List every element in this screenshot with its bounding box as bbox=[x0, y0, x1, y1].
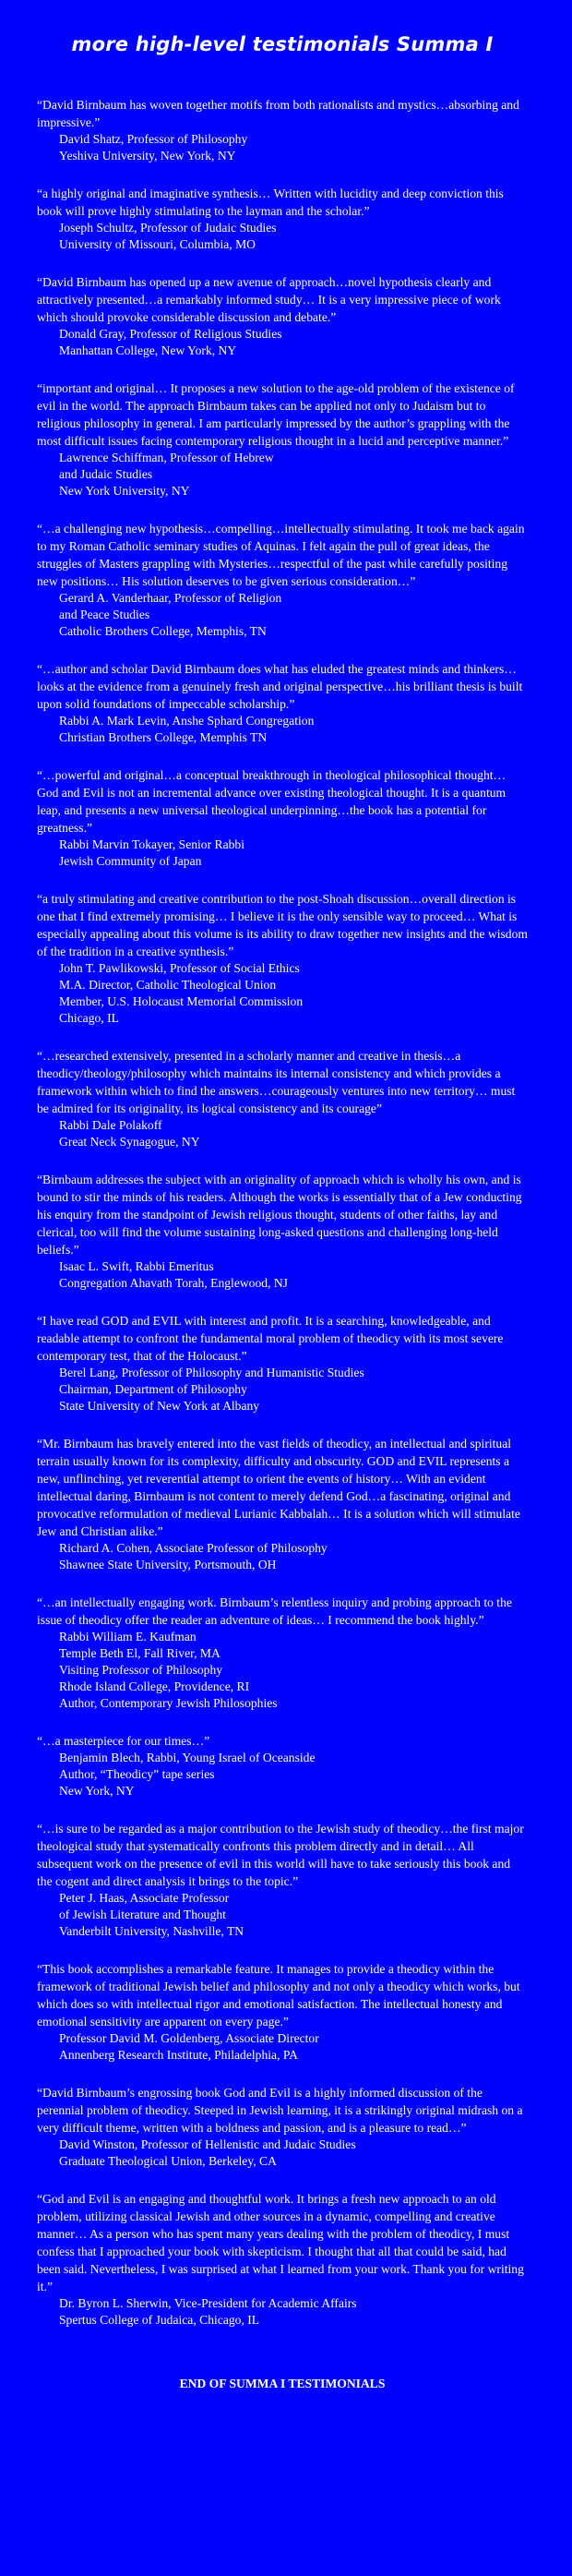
testimonial bbox=[37, 1312, 528, 1414]
attribution-line: Jewish Community of Japan bbox=[59, 854, 202, 868]
testimonial bbox=[37, 766, 528, 870]
page-title: more high-level testimonials Summa I bbox=[71, 33, 494, 55]
attribution-line: Manhattan College, New York, NY bbox=[59, 343, 237, 357]
testimonial-quote: “Birnbaum addresses the subject with an originality of approach which is wholly his own, and is bound to stir the minds of his readers. Although the works is essentially that of a Jew conducting his enquiry from the standpoint of Jewish religious thought, students of other faiths, lay and clerical, too will find the volume sustaining long-asked questions and challenging long-held beliefs.” bbox=[37, 1173, 522, 1257]
attribution-line: Berel Lang, Professor of Philosophy and Humanistic Studies bbox=[59, 1366, 364, 1379]
attribution-line: Great Neck Synagogue, NY bbox=[59, 1135, 200, 1149]
attribution-line: Spertus College of Judaica, Chicago, IL bbox=[59, 2313, 260, 2327]
testimonial-attribution bbox=[37, 131, 528, 164]
attribution-line: M.A. Director, Catholic Theological Union bbox=[59, 978, 277, 992]
attribution-line: Shawnee State University, Portsmouth, OH bbox=[59, 1558, 277, 1571]
attribution-line: Rabbi A. Mark Levin, Anshe Sphard Congregation bbox=[59, 714, 315, 728]
testimonial bbox=[37, 185, 528, 253]
testimonial-quote: “…an intellectually engaging work. Birnbaum’s relentless inquiry and probing approach to the issue of theodicy offer the reader an adventure of ideas… I recommend the book highly.” bbox=[37, 1595, 512, 1627]
attribution-line: Chicago, IL bbox=[59, 1011, 119, 1025]
testimonial-quote: “I have read GOD and EVIL with interest and profit. It is a searching, knowledgeable, and readable attempt to confront the fundamental moral problem of theodicy with its most severe contemporary test, that of the Holocaust.” bbox=[37, 1314, 504, 1363]
testimonial bbox=[37, 1047, 528, 1150]
attribution-line: Benjamin Blech, Rabbi, Young Israel of Oceanside bbox=[59, 1751, 316, 1764]
testimonial-quote: “…author and scholar David Birnbaum does what has eluded the greatest minds and thinkers…looks at the evidence from a genuinely fresh and original perspective…his brilliant thesis is built upon solid foundations of impeccable scholarship.” bbox=[37, 662, 523, 711]
testimonial bbox=[37, 1594, 528, 1712]
testimonial bbox=[37, 1435, 528, 1573]
testimonial bbox=[37, 890, 528, 1027]
attribution-line: Catholic Brothers College, Memphis, TN bbox=[59, 624, 267, 638]
testimonial-quote: “important and original… It proposes a new solution to the age-old problem of the existence of evil in the world. The approach Birnbaum takes can be applied not only to Judaism but to religious philosophy in general. I am particularly impressed by the author’s grappling with the most difficult issues facing contemporary religious thought in a lucid and perceptive manner.” bbox=[37, 381, 515, 448]
attribution-line: and Peace Studies bbox=[59, 608, 150, 621]
attribution-line: New York, NY bbox=[59, 1784, 135, 1798]
attribution-line: Member, U.S. Holocaust Memorial Commission bbox=[59, 994, 304, 1008]
attribution-line: Congregation Ahavath Torah, Englewood, NJ bbox=[59, 1276, 288, 1290]
attribution-line: Dr. Byron L. Sherwin, Vice-President for Academic Affairs bbox=[59, 2296, 357, 2310]
testimonial-attribution bbox=[37, 1365, 528, 1414]
testimonial-attribution bbox=[37, 960, 528, 1027]
attribution-line: State University of New York at Albany bbox=[59, 1399, 260, 1413]
testimonial bbox=[37, 1820, 528, 1940]
attribution-line: Rabbi William E. Kaufman bbox=[59, 1630, 197, 1643]
attribution-line: Donald Gray, Professor of Religious Studies bbox=[59, 327, 282, 341]
testimonial-attribution bbox=[37, 1890, 528, 1940]
testimonial bbox=[37, 1960, 528, 2064]
attribution-line: Lawrence Schiffman, Professor of Hebrew bbox=[59, 451, 274, 464]
testimonial-attribution bbox=[37, 1258, 528, 1292]
attribution-line: New York University, NY bbox=[59, 484, 190, 498]
testimonial bbox=[37, 96, 528, 164]
attribution-line: John T. Pawlikowski, Professor of Social Ethics bbox=[59, 961, 300, 975]
testimonial-quote: “…is sure to be regarded as a major contribution to the Jewish study of theodicy…the first major theological study that systematically confronts this problem directly and in detail… All subsequent work on the presence of evil in this world will have to take seriously this book and the cogent and direct analysis it brings to the topic.” bbox=[37, 1822, 524, 1888]
testimonial bbox=[37, 273, 528, 359]
testimonial-quote: “David Birnbaum has opened up a new avenue of approach…novel hypothesis clearly and attractively presented…a remarkably informed study… It is a very impressive piece of work which should provoke considerable discussion and debate.” bbox=[37, 275, 501, 324]
testimonial-attribution bbox=[37, 1750, 528, 1800]
testimonial-quote: “David Birnbaum’s engrossing book God and Evil is a highly informed discussion of the perennial problem of theodicy. Steeped in Jewish learning, it is a strikingly original midrash on a very difficult theme, written with a boldness and passion, and is a pleasure to read…” bbox=[37, 2086, 523, 2135]
attribution-line: Christian Brothers College, Memphis TN bbox=[59, 730, 268, 744]
testimonial-attribution bbox=[37, 590, 528, 640]
attribution-line: Rabbi Dale Polakoff bbox=[59, 1118, 162, 1132]
testimonial-list bbox=[37, 96, 528, 2329]
testimonial-attribution bbox=[37, 837, 528, 870]
testimonial-attribution bbox=[37, 1117, 528, 1150]
testimonial-quote: “…a challenging new hypothesis…compelling…intellectually stimulating. It took me back again to my Roman Catholic seminary studies of Aquinas. I felt again the pull of great ideas, the struggles of Masters grappling with Mysteries…respectful of the past while carefully positing new positions… His solution deserves to be given serious consideration…” bbox=[37, 522, 525, 588]
attribution-line: David Shatz, Professor of Philosophy bbox=[59, 132, 248, 146]
testimonial-attribution bbox=[37, 713, 528, 746]
testimonial-attribution bbox=[37, 450, 528, 500]
attribution-line: University of Missouri, Columbia, MO bbox=[59, 237, 256, 251]
attribution-line: of Jewish Literature and Thought bbox=[59, 1908, 226, 1921]
testimonial bbox=[37, 2190, 528, 2329]
attribution-line: Author, “Theodicy” tape series bbox=[59, 1767, 215, 1781]
testimonial-quote: “Mr. Birnbaum has bravely entered into the vast fields of theodicy, an intellectual and spiritual terrain usually known for its complexity, difficulty and obscurity. GOD and EVIL represents a new, unflinching, yet reverential attempt to orient the events of history… With an evident intellectual daring, Birnbaum is not content to merely defend God…a fascinating, original and provocative reformulation of medieval Lurianic Kabbalah… It is a solution which will stimulate Jew and Christian alike.” bbox=[37, 1437, 520, 1538]
attribution-line: Visiting Professor of Philosophy bbox=[59, 1663, 223, 1677]
testimonial-quote: “This book accomplishes a remarkable feature. It manages to provide a theodicy within the framework of traditional Jewish belief and philosophy and not only a theodicy which works, but which does so with intellectual rigor and emotional satisfaction. The intellectual honesty and emotional sensitivity are apparent on every page.” bbox=[37, 1962, 520, 2028]
testimonial bbox=[37, 520, 528, 640]
testimonial-attribution bbox=[37, 2137, 528, 2170]
testimonial-attribution bbox=[37, 1629, 528, 1712]
attribution-line: and Judaic Studies bbox=[59, 467, 153, 481]
attribution-line: Joseph Schultz, Professor of Judaic Studies bbox=[59, 221, 277, 235]
testimonial bbox=[37, 2084, 528, 2170]
testimonial-quote: “…researched extensively, presented in a scholarly manner and creative in thesis…a theodicy/theology/philosophy which maintains its internal consistency and which provides a framework within which to find the answers…courageously ventures into new territory… must be admired for its originality, its logical consistency and its courage” bbox=[37, 1049, 516, 1115]
attribution-line: Annenberg Research Institute, Philadelphia, PA bbox=[59, 2048, 298, 2062]
attribution-line: Rhode Island College, Providence, RI bbox=[59, 1679, 250, 1693]
testimonial bbox=[37, 379, 528, 500]
attribution-line: Richard A. Cohen, Associate Professor of Philosophy bbox=[59, 1541, 328, 1555]
testimonial-attribution bbox=[37, 326, 528, 359]
attribution-line: David Winston, Professor of Hellenistic and Judaic Studies bbox=[59, 2137, 356, 2151]
attribution-line: Rabbi Marvin Tokayer, Senior Rabbi bbox=[59, 837, 244, 851]
testimonial-quote: “a highly original and imaginative synthesis… Written with lucidity and deep conviction this book will prove highly stimulating to the layman and the scholar.” bbox=[37, 187, 504, 218]
attribution-line: Yeshiva University, New York, NY bbox=[59, 149, 236, 163]
attribution-line: Peter J. Haas, Associate Professor bbox=[59, 1891, 230, 1905]
testimonial bbox=[37, 1732, 528, 1800]
testimonial bbox=[37, 1171, 528, 1292]
attribution-line: Vanderbilt University, Nashville, TN bbox=[59, 1924, 244, 1938]
testimonial-attribution bbox=[37, 220, 528, 253]
attribution-line: Isaac L. Swift, Rabbi Emeritus bbox=[59, 1259, 214, 1273]
testimonial-attribution bbox=[37, 2030, 528, 2064]
attribution-line: Author, Contemporary Jewish Philosophies bbox=[59, 1696, 278, 1710]
attribution-line: Graduate Theological Union, Berkeley, CA bbox=[59, 2154, 277, 2168]
testimonial bbox=[37, 660, 528, 746]
attribution-line: Professor David M. Goldenberg, Associate Director bbox=[59, 2031, 319, 2045]
testimonial-quote: “God and Evil is an engaging and thoughtful work. It brings a fresh new approach to an old problem, utilizing classical Jewish and other sources in a dynamic, compelling and creative manner… As a person who has spent many years dealing with the problem of theodicy, I must confess that I approached your book with skepticism. I thought that all that could be said, had been said. Nevertheless, I was surprised at what I learned from your work. Thank you for writing it.” bbox=[37, 2192, 524, 2293]
testimonial-quote: “…powerful and original…a conceptual breakthrough in theological philosophical thought… God and Evil is not an incremental advance over existing theological thought. It is a quantum leap, and presents a new universal theological underpinning…the book has a potential for greatness.” bbox=[37, 768, 506, 835]
end-marker: END OF SUMMA I TESTIMONIALS bbox=[179, 2377, 386, 2390]
testimonial-quote: “…a masterpiece for our times…” bbox=[37, 1734, 210, 1748]
attribution-line: Gerard A. Vanderhaar, Professor of Religion bbox=[59, 591, 282, 605]
testimonial-attribution bbox=[37, 2295, 528, 2329]
attribution-line: Chairman, Department of Philosophy bbox=[59, 1382, 247, 1396]
testimonial-quote: “a truly stimulating and creative contribution to the post-Shoah discussion…overall direction is one that I find extremely promising… I believe it is the only sensible way to proceed… What is especially appealing about this volume is its ability to draw together new insights and the wisdom of the tradition in a creative synthesis.” bbox=[37, 892, 528, 958]
attribution-line: Temple Beth El, Fall River, MA bbox=[59, 1646, 220, 1660]
testimonial-quote: “David Birnbaum has woven together motifs from both rationalists and mystics…absorbing and impressive.” bbox=[37, 98, 519, 129]
testimonial-attribution bbox=[37, 1540, 528, 1573]
